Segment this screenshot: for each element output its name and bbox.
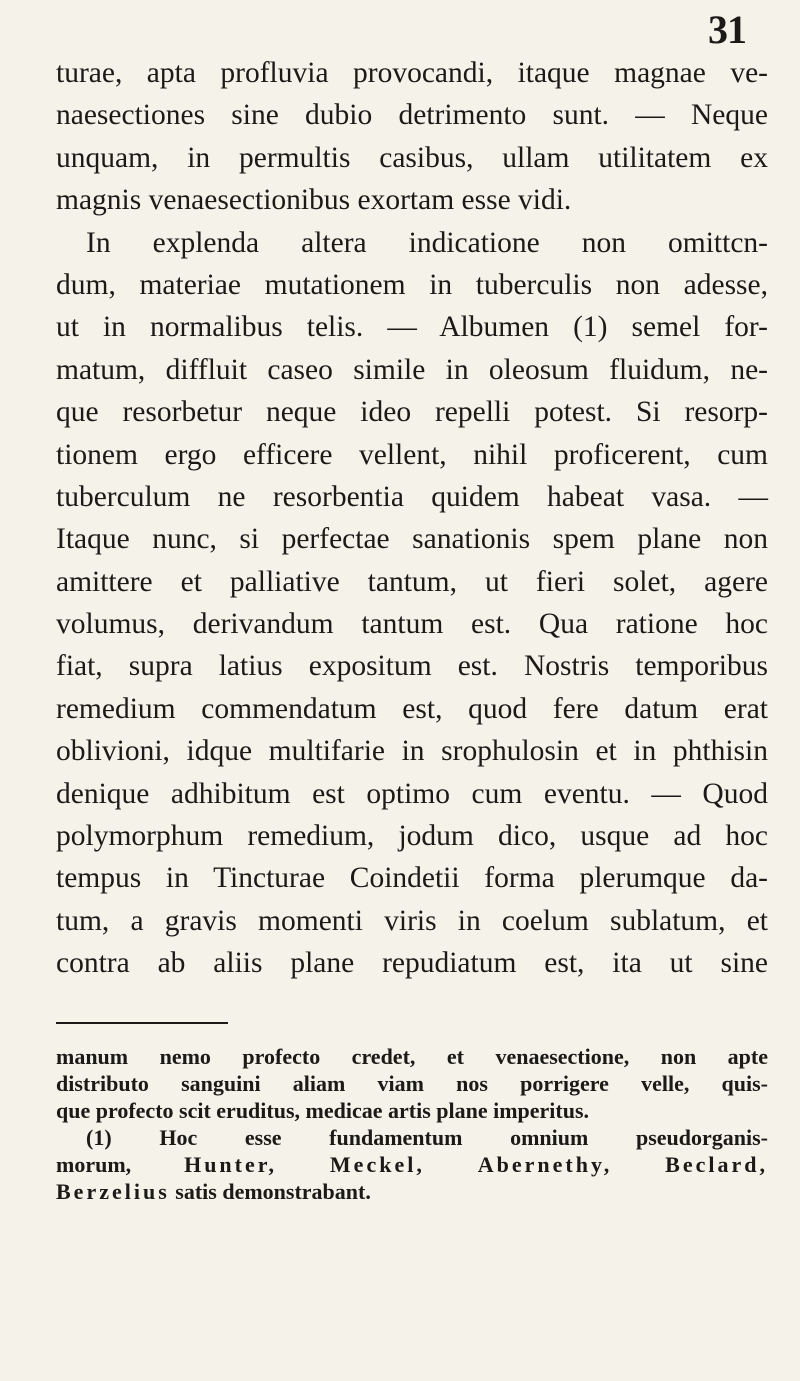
page-number: 31 (708, 7, 746, 52)
footnote-line: distributo sanguini aliam viam nos porrigere velle, quis- (56, 1071, 768, 1096)
author-name-beclard: Beclard, (665, 1152, 768, 1177)
text-line: naesectiones sine dubio detrimento sunt. — Neque (56, 99, 768, 132)
text-line: tum, a gravis momenti viris in coelum sublatum, et (56, 904, 768, 937)
text-line: dum, materiae mutationem in tuberculis non adesse, (56, 268, 768, 301)
text-line: fiat, supra latius expositum est. Nostris temporibus (56, 650, 768, 683)
footnote-1-closing-text: satis demonstrabant. (175, 1179, 371, 1204)
text-line: que resorbetur neque ideo repelli potest. Si resorp- (56, 396, 768, 429)
footnote-1-line (56, 1124, 768, 1151)
footnote-marker: (1) (86, 1125, 112, 1150)
text-line: volumus, derivandum tantum est. Qua ratione hoc (56, 608, 768, 641)
text-line: In explenda altera indicatione non omittcn- (86, 226, 768, 259)
author-name-berzelius: Berzelius (56, 1179, 170, 1204)
text-line: turae, apta profluvia provocandi, itaque magnae ve- (56, 57, 768, 89)
text-line: contra ab aliis plane repudiatum est, ita ut sine (56, 947, 768, 980)
author-name-hunter: Hunter, (184, 1152, 277, 1177)
text-line: amittere et palliative tantum, ut fieri solet, agere (56, 565, 768, 598)
text-line: tionem ergo efficere vellent, nihil proficerent, cum (56, 438, 768, 471)
footnote-1-text: Hoc esse fundamentum omnium pseudorganis- (159, 1125, 769, 1150)
text-line: magnis venaesectionibus exortam esse vidi. (56, 184, 572, 217)
author-name-abernethy: Abernethy, (477, 1152, 613, 1177)
text-line: denique adhibitum est optimo cum eventu. — Quod (56, 777, 768, 810)
text-line: unquam, in permultis casibus, ullam utilitatem ex (56, 141, 768, 174)
text-line: tuberculum ne resorbentia quidem habeat vasa. — (56, 480, 768, 513)
footnote-line: manum nemo profecto credet, et venaesectione, non apte (56, 1044, 768, 1069)
main-text-block (56, 52, 768, 985)
footnotes-block (56, 1043, 768, 1205)
text-line: oblivioni, idque multifarie in srophulosin et in phthisin (56, 735, 768, 768)
text-line: remedium commendatum est, quod fere datum erat (56, 692, 768, 725)
footnote-1-closing-line (56, 1178, 768, 1205)
text-line: Itaque nunc, si perfectae sanationis spem plane non (56, 523, 768, 556)
footnote-1-prefix: morum, (56, 1152, 132, 1177)
text-line: matum, diffluit caseo simile in oleosum fluidum, ne- (56, 353, 768, 386)
text-line: ut in normalibus telis. — Albumen (1) semel for- (56, 311, 768, 344)
footnote-line: que profecto scit eruditus, medicae artis plane imperitus. (56, 1098, 590, 1123)
text-line: tempus in Tincturae Coindetii forma plerumque da- (56, 862, 768, 895)
footnote-1-names-line (56, 1151, 768, 1178)
author-name-meckel: Meckel, (329, 1152, 425, 1177)
text-line: polymorphum remedium, jodum dico, usque ad hoc (56, 820, 768, 853)
footnote-divider (56, 1022, 228, 1024)
